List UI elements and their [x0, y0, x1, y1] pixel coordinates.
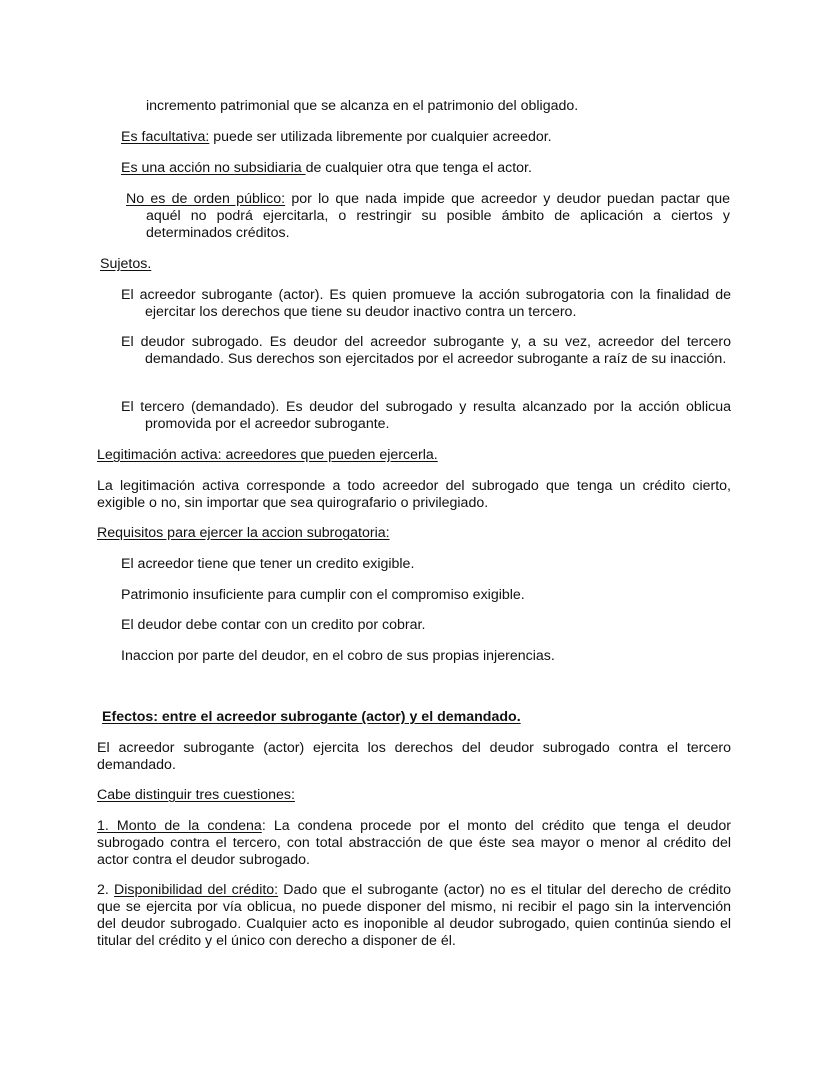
cuestion-label: 1. Monto de la condena [97, 818, 262, 834]
cuestion-disponibilidad [97, 882, 731, 950]
characteristic-facultativa [121, 129, 731, 146]
characteristic-text: de cualquier otra que tenga el actor. [305, 160, 532, 176]
efectos-heading: Efectos: entre el acreedor subrogante (actor) y el demandado. [102, 709, 521, 725]
cuestiones-heading: Cabe distinguir tres cuestiones: [97, 787, 295, 803]
requisitos-heading: Requisitos para ejercer la accion subrogatoria: [97, 525, 390, 541]
characteristic-no-subsidiaria [121, 160, 731, 177]
sujeto-item: El deudor subrogado. Es deudor del acreedor subrogante y, a su vez, acreedor del tercero demandado. Sus derechos son ejercitados por el acreedor subrogante a raíz de su inacción. [121, 334, 731, 367]
requisito-item: El acreedor tiene que tener un credito exigible. [121, 556, 415, 572]
characteristic-text: puede ser utilizada libremente por cualquier acreedor. [209, 129, 552, 145]
characteristic-label: Es facultativa: [121, 129, 210, 145]
sujeto-item: El tercero (demandado). Es deudor del subrogado y resulta alcanzado por la acción oblicua promovida por el acreedor subrogante. [121, 399, 731, 432]
requisito-item: Patrimonio insuficiente para cumplir con el compromiso exigible. [121, 587, 525, 603]
efectos-text: El acreedor subrogante (actor) ejercita los derechos del deudor subrogado contra el tercero demandado. [97, 740, 731, 773]
cuestion-monto [97, 818, 731, 869]
intro-tail: incremento patrimonial que se alcanza en el patrimonio del obligado. [146, 98, 579, 114]
cuestion-prefix: 2. [97, 882, 114, 898]
sujeto-item: El acreedor subrogante (actor). Es quien promueve la acción subrogatoria con la finalidad de ejercitar los derechos que tiene su deudor inactivo contra un tercero. [121, 287, 731, 320]
requisito-item: El deudor debe contar con un credito por cobrar. [121, 617, 426, 633]
characteristic-text: por lo que nada impide que acreedor y deudor puedan pactar que aquél no podrá ejercitarla, o restringir su posible ámbito de aplicación a ciertos y determinados créditos. [146, 191, 730, 241]
cuestion-label: Disponibilidad del crédito: [114, 882, 279, 898]
requisito-item: Inaccion por parte del deudor, en el cobro de sus propias injerencias. [121, 648, 555, 664]
characteristic-orden-publico [122, 191, 730, 242]
legitimacion-text: La legitimación activa corresponde a todo acreedor del subrogado que tenga un crédito cierto, exigible o no, sin importar que sea quirografario o privilegiado. [97, 478, 731, 511]
legitimacion-heading: Legitimación activa: acreedores que pueden ejercerla. [97, 447, 438, 463]
cuestion-text: : La condena procede por el monto del crédito que tenga el deudor subrogado contra el tercero, con total abstracción de que éste sea mayor o menor al crédito del actor contra el deudor subrogado. [97, 818, 731, 868]
cuestion-text: Dado que el subrogante (actor) no es el titular del derecho de crédito que se ejercita por vía oblicua, no puede disponer del mismo, ni recibir el pago sin la intervención del deudor subrogado. Cualquier acto es inoponible al deudor subrogado, quien continúa siendo el titular del crédito y el único con derecho a disponer de él. [97, 882, 731, 949]
characteristic-label: Es una acción no subsidiaria [121, 160, 306, 176]
characteristic-label: No es de orden público: [126, 191, 286, 207]
sujetos-heading: Sujetos. [100, 256, 152, 272]
